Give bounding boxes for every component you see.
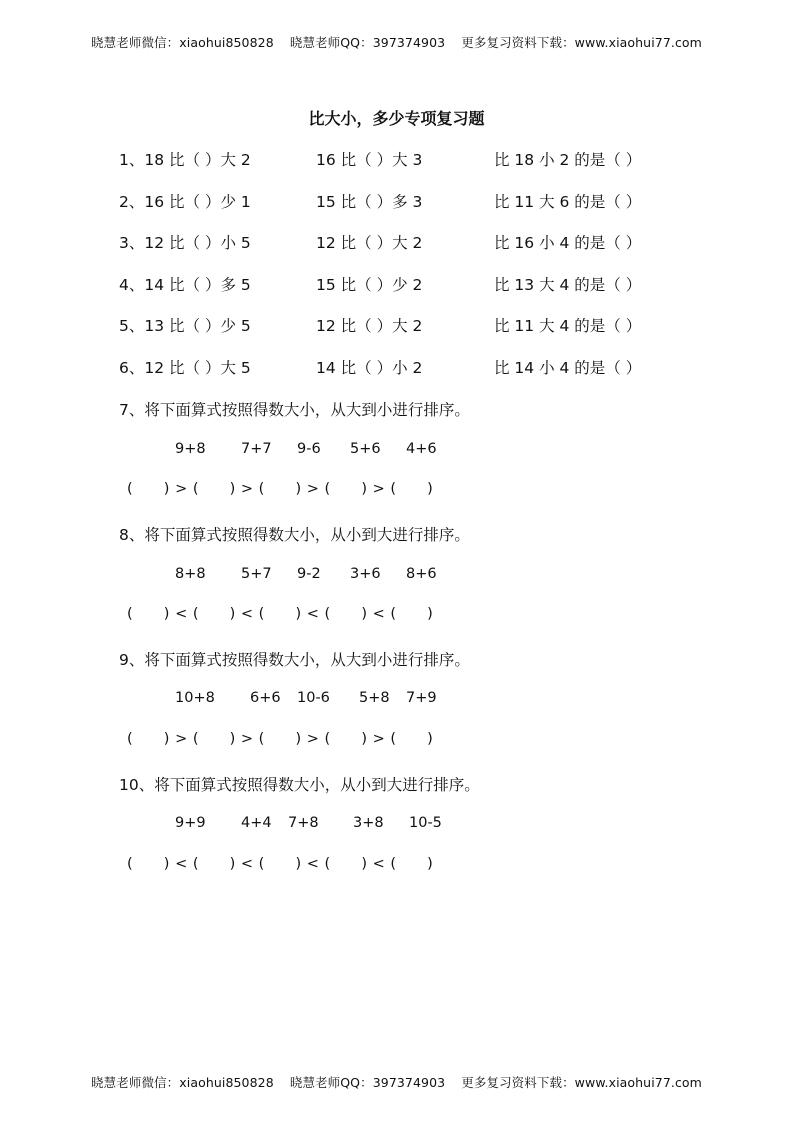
q7-answer-blanks[interactable]: ( ) > ( ) > ( ) > ( ) > ( ) [127,481,434,497]
q5-part-c: 比 11 大 4 的是（ ） [494,317,642,335]
q5-part-a: 5、13 比（ ）少 5 [119,317,251,335]
q8-expr: 3+6 [350,566,381,582]
q9-expr: 5+8 [359,690,390,706]
q8-expr: 5+7 [241,566,272,582]
q1-part-b: 16 比（ ）大 3 [316,151,423,169]
q6-part-a: 6、12 比（ ）大 5 [119,359,251,377]
q6-part-c: 比 14 小 4 的是（ ） [494,359,642,377]
q9-answer-blanks[interactable]: ( ) > ( ) > ( ) > ( ) > ( ) [127,731,434,747]
q10-expr: 9+9 [175,815,206,831]
q2-part-b: 15 比（ ）多 3 [316,193,423,211]
q7-expr: 9-6 [297,441,321,457]
q7-expr: 4+6 [406,441,437,457]
q9-prompt: 9、将下面算式按照得数大小，从大到小进行排序。 [119,651,470,669]
q1-part-c: 比 18 小 2 的是（ ） [494,151,642,169]
q10-expr: 10-5 [409,815,442,831]
q2-part-a: 2、16 比（ ）少 1 [119,193,251,211]
q4-part-a: 4、14 比（ ）多 5 [119,276,251,294]
q9-expr: 10+8 [175,690,215,706]
q4-part-b: 15 比（ ）少 2 [316,276,423,294]
q10-expr: 7+8 [288,815,319,831]
q10-expr: 3+8 [353,815,384,831]
q7-expr: 7+7 [241,441,272,457]
q2-part-c: 比 11 大 6 的是（ ） [494,193,642,211]
q3-part-b: 12 比（ ）大 2 [316,234,423,252]
page-header [0,33,793,51]
q10-expr: 4+4 [241,815,272,831]
q10-answer-blanks[interactable]: ( ) < ( ) < ( ) < ( ) < ( ) [127,856,434,872]
q9-expr: 10-6 [297,690,330,706]
q9-expr: 6+6 [250,690,281,706]
q8-expr: 8+6 [406,566,437,582]
q8-answer-blanks[interactable]: ( ) < ( ) < ( ) < ( ) < ( ) [127,606,434,622]
footer-qq: 晓慧老师QQ：397374903 [289,1075,446,1090]
q10-prompt: 10、将下面算式按照得数大小，从小到大进行排序。 [119,776,480,794]
header-download-link[interactable]: 更多复习资料下载：www.xiaohui77.com [461,35,702,50]
q9-expr: 7+9 [406,690,437,706]
q8-expr: 8+8 [175,566,206,582]
q5-part-b: 12 比（ ）大 2 [316,317,423,335]
header-wechat: 晓慧老师微信：xiaohui850828 [91,35,274,50]
q4-part-c: 比 13 大 4 的是（ ） [494,276,642,294]
q1-part-a: 1、18 比（ ）大 2 [119,151,251,169]
page-footer [0,1073,793,1091]
q7-expr: 5+6 [350,441,381,457]
q8-prompt: 8、将下面算式按照得数大小，从小到大进行排序。 [119,526,470,544]
q7-expr: 9+8 [175,441,206,457]
page-title: 比大小，多少专项复习题 [308,109,485,128]
header-qq: 晓慧老师QQ：397374903 [289,35,446,50]
q8-expr: 9-2 [297,566,321,582]
q3-part-c: 比 16 小 4 的是（ ） [494,234,642,252]
q7-prompt: 7、将下面算式按照得数大小，从大到小进行排序。 [119,401,470,419]
footer-download-link[interactable]: 更多复习资料下载：www.xiaohui77.com [461,1075,702,1090]
footer-wechat: 晓慧老师微信：xiaohui850828 [91,1075,274,1090]
q6-part-b: 14 比（ ）小 2 [316,359,423,377]
q3-part-a: 3、12 比（ ）小 5 [119,234,251,252]
